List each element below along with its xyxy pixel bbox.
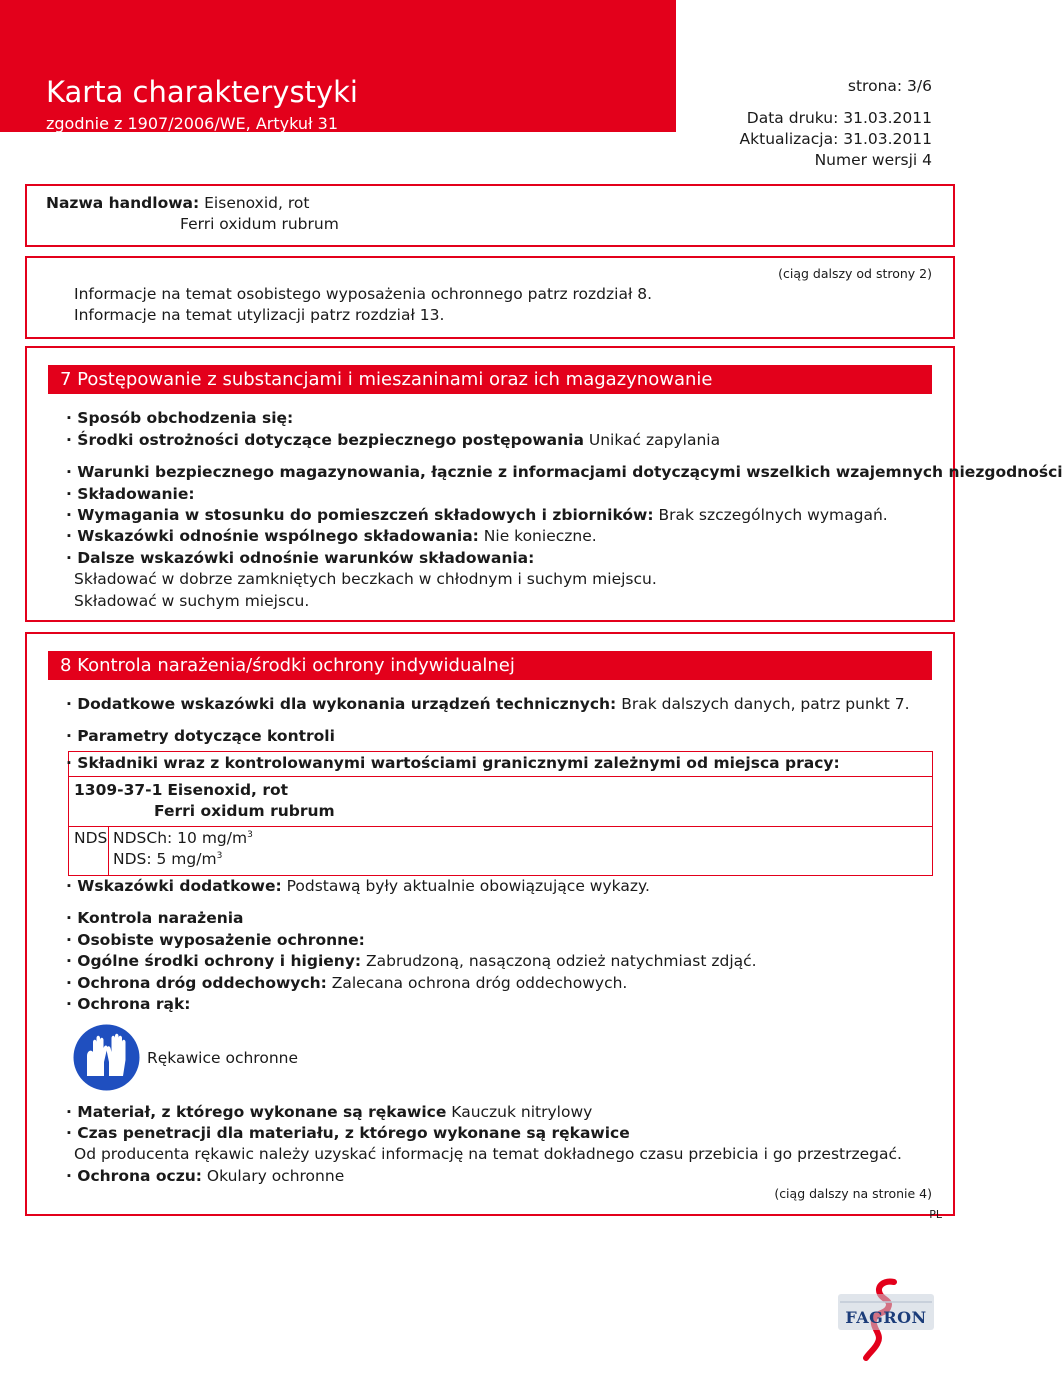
s7-storage-note-1: Składować w dobrze zamkniętych beczkach w chłodnym i suchym miejscu. xyxy=(74,570,657,588)
substance-name-1: Eisenoxid, rot xyxy=(167,781,289,799)
s7-joint-storage: · Wskazówki odnośnie wspólnego składowania: Nie konieczne. xyxy=(66,527,597,545)
s7-storage: · Składowanie: xyxy=(66,485,195,503)
header-band xyxy=(0,0,676,132)
prev-info-line-1: Informacje na temat osobistego wyposażenia ochronnego patrz rozdział 8. xyxy=(74,285,653,303)
s8-control-params: · Parametry dotyczące kontroli xyxy=(66,727,335,745)
s8-exposure-control: · Kontrola narażenia xyxy=(66,909,244,927)
update-date: Aktualizacja: 31.03.2011 xyxy=(739,130,932,148)
version-number: Numer wersji 4 xyxy=(814,151,932,169)
trade-name-label: Nazwa handlowa: xyxy=(46,194,200,212)
document-subtitle: zgodnie z 1907/2006/WE, Artykuł 31 xyxy=(46,114,338,133)
s8-respiratory: · Ochrona dróg oddechowych: Zalecana ochrona dróg oddechowych. xyxy=(66,974,628,992)
s8-eye-protection: · Ochrona oczu: Okulary ochronne xyxy=(66,1167,345,1185)
nds-value: NDS: 5 $mg/m^3$ xyxy=(113,850,223,868)
page-number: strona: 3/6 xyxy=(847,77,932,95)
trade-name-line xyxy=(46,193,309,213)
s7-handling: · Sposób obchodzenia się: xyxy=(66,409,294,427)
s8-hygiene: · Ogólne środki ochrony i higieny: Zabrudzoną, nasączoną odzież natychmiast zdjąć. xyxy=(66,952,757,970)
table-substance-row xyxy=(74,780,288,800)
s8-ppe: · Osobiste wyposażenie ochronne: xyxy=(66,931,365,949)
continued-from-note: (ciąg dalszy od strony 2) xyxy=(778,266,932,281)
gloves-label: Rękawice ochronne xyxy=(147,1049,299,1067)
trade-name-value-1: Eisenoxid, rot xyxy=(204,194,310,212)
trade-name-value-2: Ferri oxidum rubrum xyxy=(180,215,339,233)
s8-penetration-note: Od producenta rękawic należy uzyskać informację na temat dokładnego czasu przebicia i go przestrzegać. xyxy=(74,1145,902,1163)
s7-further-storage: · Dalsze wskazówki odnośnie warunków składowania: xyxy=(66,549,535,567)
s8-hand-protection: · Ochrona rąk: xyxy=(66,995,191,1013)
gloves-icon xyxy=(73,1024,140,1091)
ndsch-value: NDSCh: 10 $mg/m^3$ xyxy=(113,829,253,847)
substance-name-2: Ferri oxidum rubrum xyxy=(154,802,335,820)
document-title: Karta charakterystyki xyxy=(46,75,358,109)
fagron-logo-text: FAGRON xyxy=(845,1308,927,1327)
fagron-logo xyxy=(836,1278,936,1368)
s8-penetration-time: · Czas penetracji dla materiału, z którego wykonane są rękawice xyxy=(66,1124,630,1142)
section-7-heading: 7 Postępowanie z substancjami i mieszaninami oraz ich magazynowanie xyxy=(48,365,932,394)
s8-glove-material: · Materiał, z którego wykonane są rękawice Kauczuk nitrylowy xyxy=(66,1103,593,1121)
s7-room-requirements: · Wymagania w stosunku do pomieszczeń składowych i zbiorników: Brak szczególnych wymagań. xyxy=(66,506,888,524)
s7-storage-conditions: · Warunki bezpiecznego magazynowania, łącznie z informacjami dotyczącymi wszelkich wzajemnych niezgodności xyxy=(66,463,1063,481)
language-code: PL xyxy=(929,1208,942,1221)
s8-additional-info: · Wskazówki dodatkowe: Podstawą były aktualnie obowiązujące wykazy. xyxy=(66,877,650,895)
s7-precautions: · Środki ostrożności dotyczące bezpiecznego postępowania Unikać zapylania xyxy=(66,431,721,449)
table-header: · Składniki wraz z kontrolowanymi wartościami granicznymi zależnymi od miejsca pracy: xyxy=(66,754,840,772)
section-8-heading: 8 Kontrola narażenia/środki ochrony indywidualnej xyxy=(48,651,932,680)
s8-technical: · Dodatkowe wskazówki dla wykonania urządzeń technicznych: Brak dalszych danych, patrz punkt 7. xyxy=(66,695,910,713)
print-date: Data druku: 31.03.2011 xyxy=(746,109,932,127)
prev-info-line-2: Informacje na temat utylizacji patrz rozdział 13. xyxy=(74,306,445,324)
continued-on-note: (ciąg dalszy na stronie 4) xyxy=(774,1186,932,1201)
cas-number: 1309-37-1 xyxy=(74,781,163,799)
s7-storage-note-2: Składować w suchym miejscu. xyxy=(74,592,310,610)
nds-label: NDS xyxy=(74,829,108,847)
